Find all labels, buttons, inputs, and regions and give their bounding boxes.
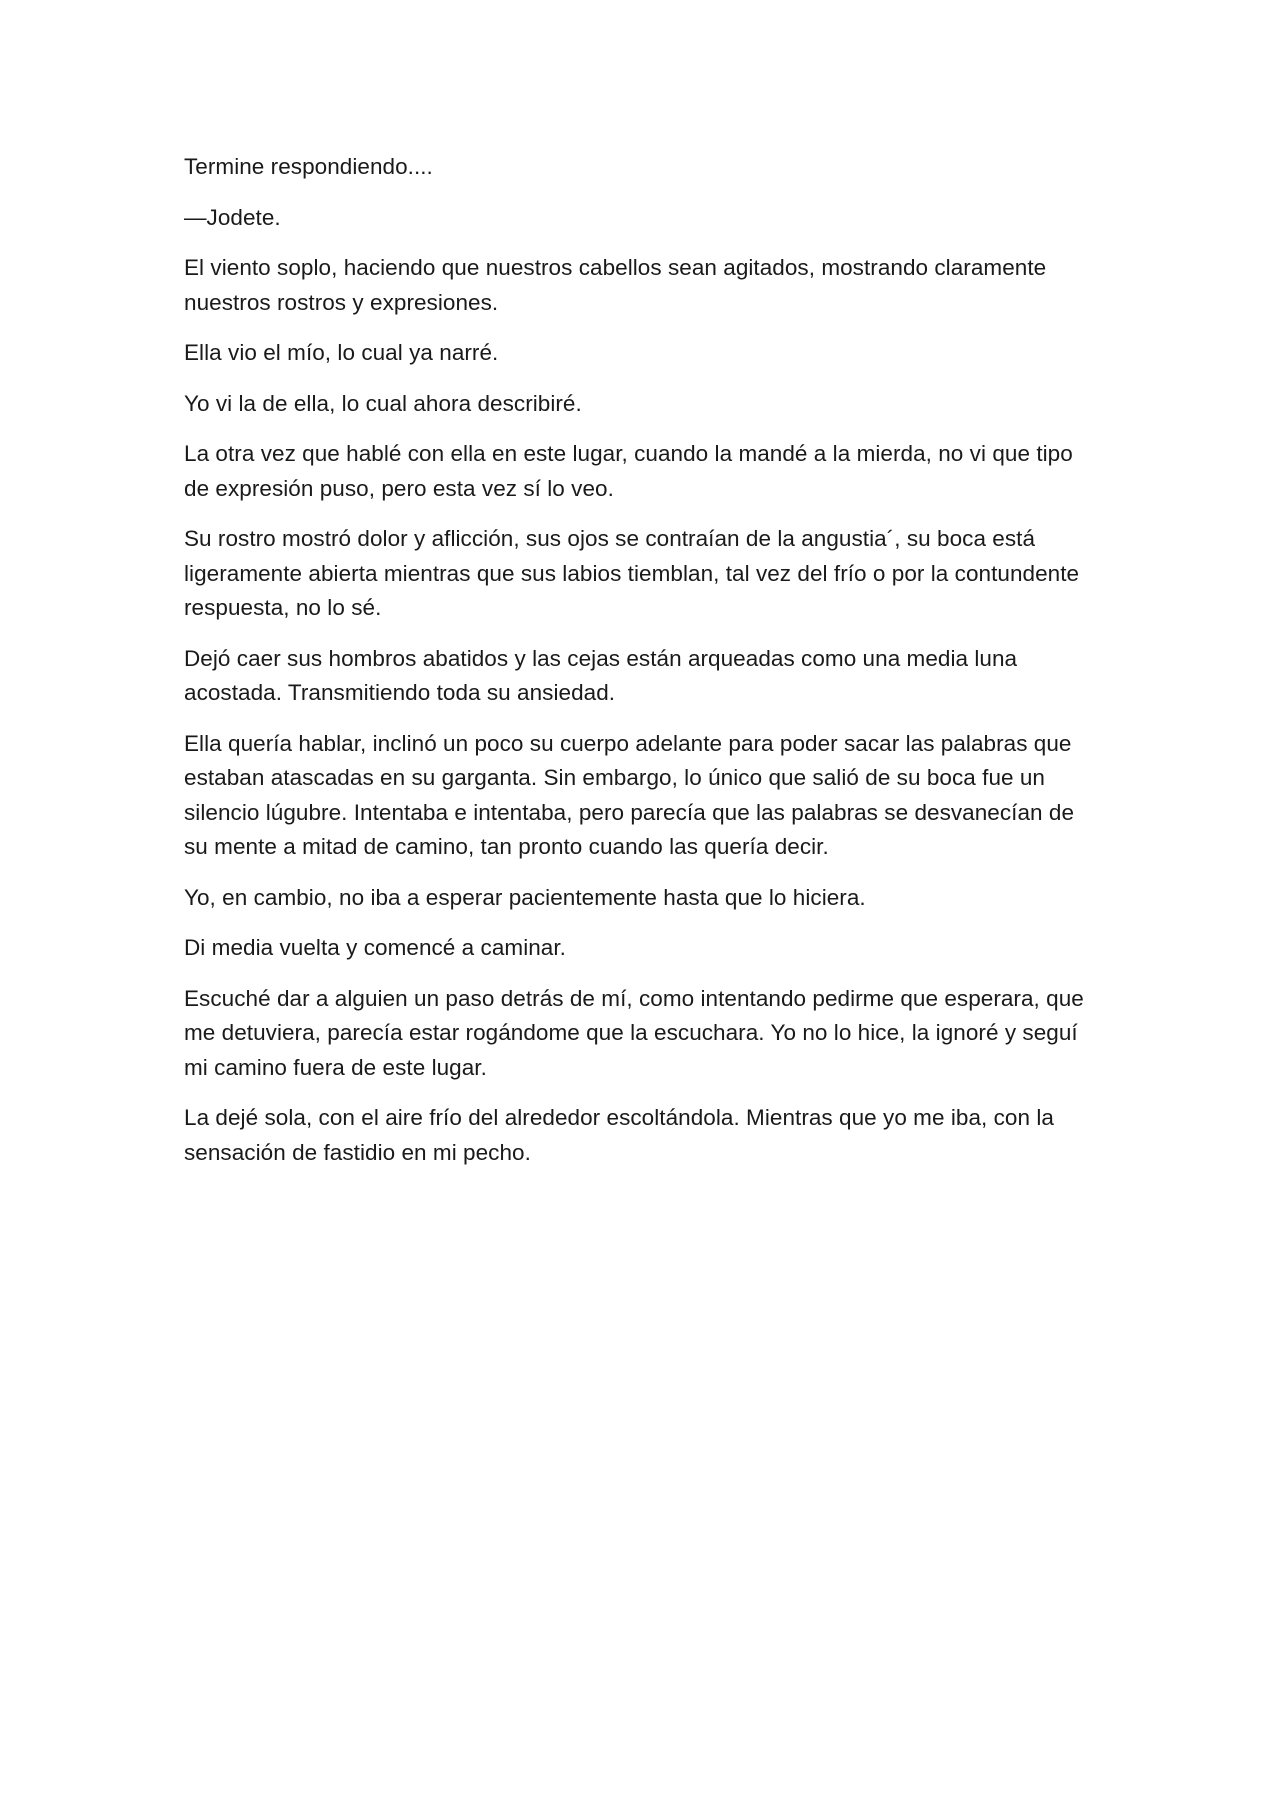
paragraph: Yo vi la de ella, lo cual ahora describiré.	[184, 390, 582, 416]
paragraph: Yo, en cambio, no iba a esperar pacientemente hasta que lo hiciera.	[184, 884, 866, 910]
paragraph: Dejó caer sus hombros abatidos y las cejas están arqueadas como una media luna acostada. Transmitiendo toda su ansiedad.	[184, 645, 1018, 705]
paragraph: Su rostro mostró dolor y aflicción, sus ojos se contraían de la angustia´, su boca está ligeramente abierta mientras que sus labios tiemblan, tal vez del frío o por la contundente respuesta, no lo sé.	[184, 526, 1080, 620]
paragraph: Escuché dar a alguien un paso detrás de mí, como intentando pedirme que esperara, que me detuviera, parecía estar rogándome que la escuchara. Yo no lo hice, la ignoré y seguí mi camino fuera de este lugar.	[184, 985, 1084, 1080]
paragraph: Ella quería hablar, inclinó un poco su cuerpo adelante para poder sacar las palabras que estaban atascadas en su garganta. Sin embargo, lo único que salió de su boca fue un silencio lúgubre. Intentaba e intentaba, pero parecía que las palabras se desvanecían de su mente a mitad de camino, tan pronto cuando las quería decir.	[184, 730, 1075, 859]
paragraph: Ella vio el mío, lo cual ya narré.	[184, 340, 499, 365]
paragraph: —Jodete.	[184, 204, 281, 230]
paragraph: La dejé sola, con el aire frío del alrededor escoltándola. Mientras que yo me iba, con la sensación de fastidio en mi pecho.	[184, 1105, 1054, 1165]
paragraph: Termine respondiendo....	[184, 154, 433, 179]
paragraph: El viento soplo, haciendo que nuestros cabellos sean agitados, mostrando claramente nuestros rostros y expresiones.	[184, 255, 1047, 315]
paragraph: La otra vez que hablé con ella en este lugar, cuando la mandé a la mierda, no vi que tipo de expresión puso, pero esta vez sí lo veo.	[184, 441, 1073, 501]
paragraph: Di media vuelta y comencé a caminar.	[184, 935, 566, 960]
document-body	[184, 150, 1104, 1186]
